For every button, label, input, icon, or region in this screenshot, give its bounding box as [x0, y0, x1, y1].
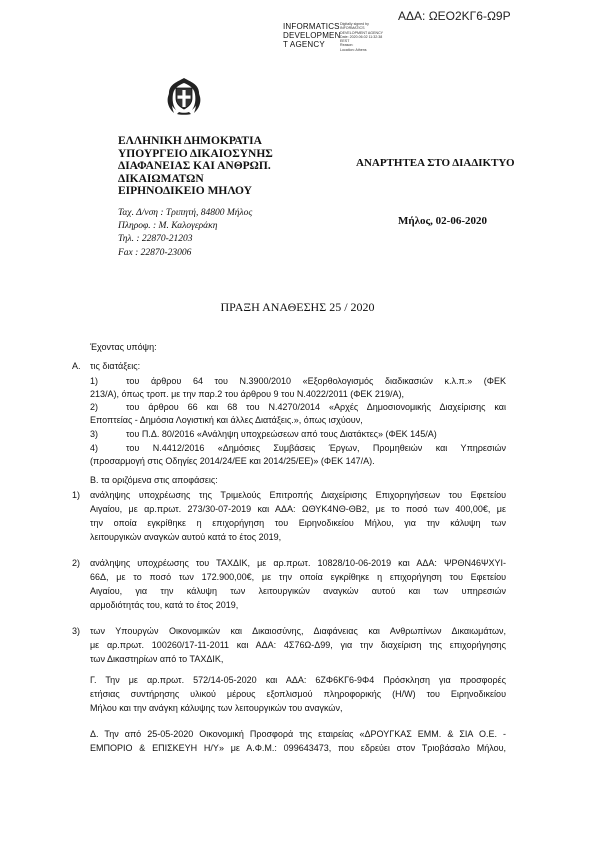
fax-line: Fax : 22870-23006 [118, 247, 192, 258]
list-marker: 4) [90, 443, 99, 453]
list-item-text: την οποία εγκρίθηκε η επιχορήγηση του Ειρηνοδικείου Μήλου, για την κάλυψη των [90, 518, 506, 528]
authority-line: ΕΛΛΗΝΙΚΗ ΔΗΜΟΚΡΑΤΙΑ [118, 135, 262, 147]
section-g-text: Γ. Την με αρ.πρωτ. 572/14-05-2020 και ΑΔΑ: 6ΖΦ6ΚΓ6-9Φ4 Πρόσκληση για προσφορές [90, 675, 506, 685]
post-online-label: ΑΝΑΡΤΗΤΕΑ ΣΤΟ ΔΙΑΔΙΚΤΥΟ [356, 157, 515, 169]
greek-coat-of-arms-icon [165, 76, 203, 116]
ada-code: ΑΔΑ: ΩΕΟ2ΚΓ6-Ω9Ρ [398, 9, 511, 23]
list-marker: 3) [72, 626, 81, 636]
list-item-text: 66Δ, με το ποσό των 172.900,00€, με την οποία εγκρίθηκε η επιχορήγηση του Εφετείου [90, 572, 506, 582]
signature-line: INFORMATICS [340, 26, 365, 31]
list-item-text: του Π.Δ. 80/2016 «Ανάληψη υποχρεώσεων από τους Διατάκτες» (ΦΕΚ 145/Α) [126, 429, 437, 439]
list-item-text: Αιγαίου, για την κάλυψη των λειτουργικών αναγκών αυτού και των υπηρεσιών [90, 586, 506, 596]
signature-line: Reason: [340, 43, 354, 48]
section-a-marker: Α. [72, 361, 81, 371]
list-marker: 1) [90, 376, 99, 386]
section-d-text: Δ. Την από 25-05-2020 Οικονομική Προσφορά της εταιρείας «ΔΡΟΥΓΚΑΣ ΕΜΜ. & ΣΙΑ Ο.Ε. - [90, 729, 506, 739]
info-line: Πληροφ. : Μ. Καλογεράκη [118, 221, 218, 232]
section-g-text: Μήλου και την ανάγκη κάλυψης των λειτουργικών του αναγκών, [90, 703, 343, 713]
agency-line: INFORMATICS [283, 22, 340, 31]
list-item-text: του Ν.4412/2016 «Δημόσιες Συμβάσεις Έργων, Προμηθειών και Υπηρεσιών [126, 443, 506, 453]
signature-line: Date: 2020.06.02 11:32:38 [340, 34, 383, 39]
signature-line: EEST [340, 39, 350, 44]
signature-line: Digitally signed by [340, 22, 369, 26]
list-item-text: του άρθρου 66 και 68 του Ν.4270/2014 «Αρχές Δημοσιονομικής Διαχείρισης και [126, 402, 506, 412]
list-item-text: των Υπουργών Οικονομικών και Δικαιοσύνης, Διαφάνειας και Ανθρωπίνων Δικαιωμάτων, [90, 626, 506, 636]
list-marker: 2) [90, 402, 99, 412]
phone-line: Τηλ. : 22870-21203 [118, 234, 193, 245]
agency-line: T AGENCY [283, 40, 325, 49]
document-title: ΠΡΑΞΗ ΑΝΑΘΕΣΗΣ 25 / 2020 [220, 300, 375, 314]
signature-agency-name [283, 22, 341, 49]
section-g-text: ετήσιας συντήρησης υλικού μέρους εξοπλισμού πληροφορικής (H/W) του Ειρηνοδικείου [90, 689, 506, 699]
digital-signature-details [340, 22, 383, 52]
authority-line: ΔΙΑΦΑΝΕΙΑΣ ΚΑΙ ΑΝΘΡΩΠ. [118, 160, 271, 173]
list-item-text: με αρ.πρωτ. 100260/17-11-2011 και ΑΔΑ: 4Σ76Ω-Δ99, για την διαχείριση της επιχορήγησης [90, 640, 506, 650]
list-item-text: ανάληψης υποχρέωσης του ΤΑΧΔΙΚ, με αρ.πρωτ. 10828/10-06-2019 και ΑΔΑ: ΨΡΘΝ46ΨΧΥΙ- [90, 558, 506, 568]
list-item-text: Αιγαίου, με αρ.πρωτ. 273/30-07-2019 και ΑΔΑ: ΩΘΥΚ4ΝΘ-ΘΒ2, με το ποσό των 400,00€, με [90, 504, 506, 514]
signature-line: Location: Athens [340, 47, 367, 52]
intro-line: Έχοντας υπόψη: [90, 342, 157, 352]
section-b-heading: Β. τα οριζόμενα στις αποφάσεις: [90, 475, 218, 485]
address-line: Ταχ. Δ/νση : Τριπητή, 84800 Μήλος [118, 208, 253, 218]
authority-line: ΥΠΟΥΡΓΕΙΟ ΔΙΚΑΙΟΣΥΝΗΣ [118, 147, 273, 160]
list-marker: 2) [72, 558, 81, 568]
list-marker: 3) [90, 429, 99, 439]
agency-line: DEVELOPMEN [283, 31, 341, 40]
list-item-text: του άρθρου 64 του Ν.3900/2010 «Εξορθολογισμός διαδικασιών κ.λ.π.» (ΦΕΚ [126, 376, 506, 386]
issuing-authority [118, 135, 273, 198]
list-marker: 1) [72, 490, 81, 500]
list-item-text: αρμοδιότητάς του, κατά το έτος 2019, [90, 600, 239, 610]
authority-line: ΔΙΚΑΙΩΜΑΤΩΝ [118, 172, 204, 185]
list-item-text: ανάληψης υποχρέωσης της Τριμελούς Επιτροπής Διαχείρισης Επιχορηγήσεων του Εφετείου [90, 490, 506, 500]
list-item-text: Εποπτείας - Δημόσια Λογιστική και άλλες Διατάξεις.», όπως ισχύουν, [90, 415, 363, 425]
list-item-text: (προσαρμογή στις Οδηγίες 2014/24/ΕΕ και 2014/25/ΕΕ)» (ΦΕΚ 147/Α). [90, 456, 375, 466]
list-item-text: 213/Α), όπως τροπ. με την παρ.2 του άρθρου 9 του Ν.4022/2011 (ΦΕΚ 219/Α), [90, 389, 404, 399]
authority-line: ΕΙΡΗΝΟΔΙΚΕΙΟ ΜΗΛΟΥ [118, 185, 252, 198]
section-d-text: ΕΜΠΟΡΙΟ & ΕΠΙΣΚΕΥΗ Η/Υ» με Α.Φ.Μ.: 099643473, που εδρεύει στον Τριοβάσαλο Μήλου, [90, 743, 506, 753]
contact-info [118, 207, 252, 260]
signature-line: DEVELOPMENT AGENCY [340, 30, 384, 35]
section-a-heading: τις διατάξεις: [90, 361, 141, 371]
list-item-text: των Δικαστηρίων από το ΤΑΧΔΙΚ, [90, 654, 224, 664]
list-item-text: λειτουργικών αναγκών αυτού κατά το έτος 2019, [90, 532, 282, 542]
document-date: Μήλος, 02-06-2020 [398, 215, 487, 227]
